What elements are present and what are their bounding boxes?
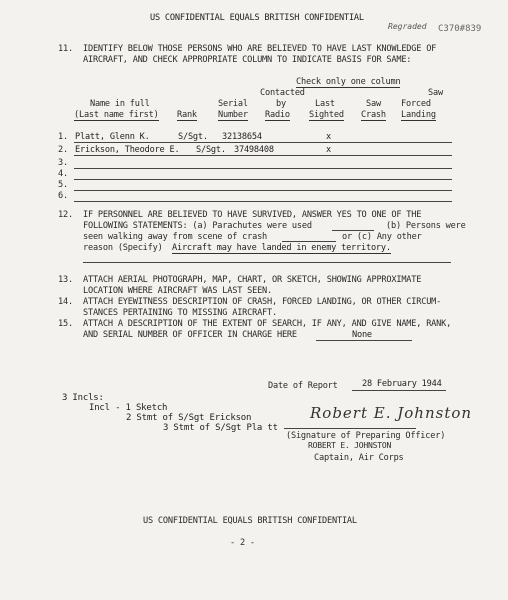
- item-11-line2: AIRCRAFT, AND CHECK APPROPRIATE COLUMN TO INDICATE BASIS FOR SAME:: [83, 55, 412, 65]
- page-number: - 2 -: [230, 538, 255, 548]
- regraded-stamp: Regraded: [388, 22, 427, 31]
- row-1-name: Platt, Glenn K.: [75, 132, 150, 142]
- item-15-line2: AND SERIAL NUMBER OF OFFICER IN CHARGE HERE: [83, 330, 297, 340]
- row-4-line: [74, 179, 452, 180]
- date-of-report-label: Date of Report: [268, 381, 338, 391]
- row-1-num: 1.: [58, 132, 68, 142]
- officer-name: ROBERT E. JOHNSTON: [308, 441, 392, 450]
- item-12-line1: IF PERSONNEL ARE BELIEVED TO HAVE SURVIVED, ANSWER YES TO ONE OF THE: [83, 210, 422, 220]
- classification-footer: US CONFIDENTIAL EQUALS BRITISH CONFIDENTIAL: [143, 516, 357, 526]
- inclosure-2: 2 Stmt of S/Sgt Erickson: [126, 413, 252, 423]
- item-13-number: 13.: [58, 275, 73, 285]
- item-12-line3a: seen walking away from scene of crash: [83, 232, 268, 242]
- document-number-stamp: C370#839: [438, 24, 482, 34]
- officer-title: Captain, Air Corps: [314, 453, 404, 463]
- row-3-num: 3.: [58, 158, 68, 168]
- signature-label: (Signature of Preparing Officer): [286, 431, 446, 441]
- col-crash: Crash: [361, 110, 386, 120]
- col-saw: Saw: [366, 99, 381, 109]
- col-serial: Serial: [218, 99, 248, 109]
- item-11-number: 11.: [58, 44, 73, 54]
- col-name-sub: (Last name first): [74, 110, 159, 120]
- inclosure-1: Incl - 1 Sketch: [89, 403, 168, 413]
- col-forced: Forced: [401, 99, 431, 109]
- date-of-report-line: [352, 390, 446, 391]
- col-serial-sub: Number: [218, 110, 248, 120]
- item-12-line3b: or (c) Any other: [342, 232, 422, 242]
- classification-header: US CONFIDENTIAL EQUALS BRITISH CONFIDENTIAL: [150, 13, 364, 23]
- col-landing: Landing: [401, 110, 436, 120]
- item-14-number: 14.: [58, 297, 73, 307]
- item-12-extra-line: [83, 262, 451, 263]
- row-2-name: Erickson, Theodore E.: [75, 145, 180, 155]
- inclosures-heading: 3 Incls:: [62, 393, 104, 403]
- row-2-serial: 37498408: [234, 145, 274, 155]
- col-radio: Radio: [265, 110, 290, 120]
- row-1-line: [74, 142, 452, 143]
- col-saw-top: Saw: [428, 88, 443, 98]
- date-of-report-value: 28 February 1944: [362, 379, 442, 389]
- item-14-line2: STANCES PERTAINING TO MISSING AIRCRAFT.: [83, 308, 277, 318]
- item-12-blank-a: [332, 230, 374, 231]
- col-name: Name in full: [90, 99, 150, 109]
- col-contacted: Contacted: [260, 88, 305, 98]
- item-13-line2: LOCATION WHERE AIRCRAFT WAS LAST SEEN.: [83, 286, 273, 296]
- item-14-line1: ATTACH EYEWITNESS DESCRIPTION OF CRASH, FORCED LANDING, OR OTHER CIRCUM-: [83, 297, 442, 307]
- row-6-num: 6.: [58, 191, 68, 201]
- row-1-rank: S/Sgt.: [178, 132, 208, 142]
- row-5-num: 5.: [58, 180, 68, 190]
- col-sighted: Sighted: [309, 110, 344, 120]
- officer-signature: Robert E. Johnston: [310, 404, 473, 422]
- row-4-num: 4.: [58, 169, 68, 179]
- col-by: by: [276, 99, 286, 109]
- row-2-mark: x: [326, 145, 331, 155]
- item-15-line1: ATTACH A DESCRIPTION OF THE EXTENT OF SEARCH, IF ANY, AND GIVE NAME, RANK,: [83, 319, 452, 329]
- item-15-answer-line: [316, 340, 412, 341]
- item-12-blank-b: [282, 241, 336, 242]
- item-12-line2a: FOLLOWING STATEMENTS: (a) Parachutes were used: [83, 221, 312, 231]
- item-15-answer: None: [352, 330, 372, 340]
- signature-line: [284, 428, 416, 429]
- item-13-line1: ATTACH AERIAL PHOTOGRAPH, MAP, CHART, OR SKETCH, SHOWING APPROXIMATE: [83, 275, 422, 285]
- row-2-num: 2.: [58, 145, 68, 155]
- item-15-number: 15.: [58, 319, 73, 329]
- col-rank: Rank: [177, 110, 197, 120]
- item-12-reason: Aircraft may have landed in enemy territory.: [172, 243, 391, 253]
- row-2-line: [74, 155, 452, 156]
- item-12-line4a: reason (Specify): [83, 243, 163, 253]
- item-12-number: 12.: [58, 210, 73, 220]
- row-1-mark: x: [326, 132, 331, 142]
- inclosure-3: 3 Stmt of S/Sgt Pla tt: [163, 423, 278, 433]
- row-5-line: [74, 190, 452, 191]
- check-one-column-header: Check only one column: [296, 77, 401, 87]
- row-3-line: [74, 168, 452, 169]
- item-12-line2b: (b) Persons were: [386, 221, 466, 231]
- col-last: Last: [315, 99, 335, 109]
- row-2-rank: S/Sgt.: [196, 145, 226, 155]
- row-1-serial: 32138654: [222, 132, 262, 142]
- item-11-line1: IDENTIFY BELOW THOSE PERSONS WHO ARE BELIEVED TO HAVE LAST KNOWLEDGE OF: [83, 44, 437, 54]
- row-6-line: [74, 201, 452, 202]
